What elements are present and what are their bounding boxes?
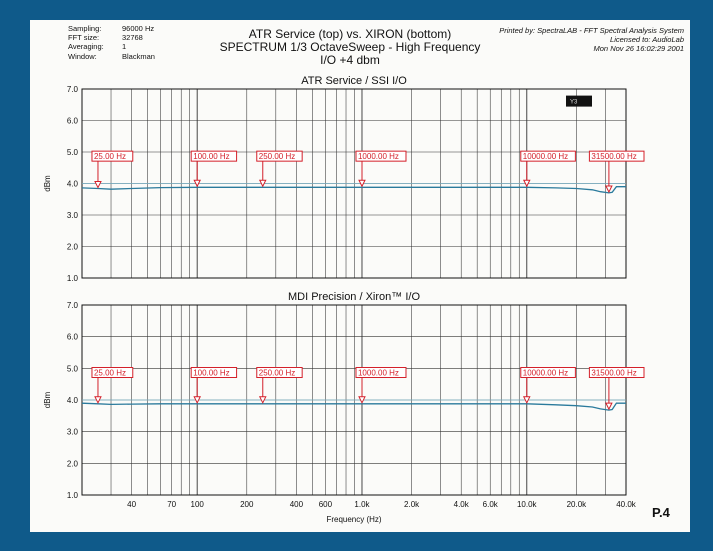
marker-label: 100.00 Hz xyxy=(193,368,230,378)
meta-label-window: Window: xyxy=(68,51,97,61)
y-axis-label: dBm xyxy=(43,391,52,409)
x-tick-label: 200 xyxy=(240,500,254,509)
marker-arrow xyxy=(95,182,101,188)
x-tick-label: 10.0k xyxy=(516,500,537,509)
meta-value-sampling: 96000 Hz xyxy=(122,24,155,33)
y-tick-label: 2.0 xyxy=(66,242,78,252)
print-date: Mon Nov 26 16:02:29 2001 xyxy=(593,44,684,53)
y-axis-label: dBm xyxy=(43,175,52,192)
chart-panel-1 xyxy=(43,75,644,283)
chart-panel-2 xyxy=(43,291,644,524)
title-line-1: ATR Service (top) vs. XIRON (bottom) xyxy=(248,27,452,41)
printed-by: Printed by: SpectraLAB - FFT Spectral Analysis System xyxy=(499,26,684,35)
marker-label: 31500.00 Hz xyxy=(591,368,637,378)
marker-label: 1000.00 Hz xyxy=(357,152,399,162)
marker-label: 250.00 Hz xyxy=(258,368,296,378)
marker-label: 1000.00 Hz xyxy=(357,368,399,378)
x-tick-label: 20.0k xyxy=(566,500,587,509)
meta-label-fft-size: FFT size: xyxy=(68,33,100,43)
marker-label: 250.00 Hz xyxy=(258,152,296,162)
y-tick-label: 4.0 xyxy=(66,179,78,189)
series-line-response xyxy=(82,403,626,410)
y-tick-label: 3.0 xyxy=(66,211,78,220)
title-line-3: I/O +4 dbm xyxy=(320,53,380,67)
y-tick-label: 7.0 xyxy=(66,85,78,94)
x-tick-label: 70 xyxy=(167,500,177,509)
y-tick-label: 6.0 xyxy=(66,332,78,342)
y-tick-label: 2.0 xyxy=(66,459,78,469)
x-tick-label: 6.0k xyxy=(482,500,498,509)
y-tick-label: 6.0 xyxy=(66,116,78,126)
x-tick-label: 1.0k xyxy=(354,500,370,509)
marker-label: 10000.00 Hz xyxy=(522,368,569,378)
meta-value-window: Blackman xyxy=(122,51,155,61)
x-tick-label: 40.0k xyxy=(616,500,636,509)
meta-value-fft-size: 32768 xyxy=(122,33,143,43)
marker-label: 31500.00 Hz xyxy=(591,152,637,162)
meta-label-sampling: Sampling: xyxy=(68,24,102,33)
x-tick-label: 600 xyxy=(318,500,333,509)
title-line-2: SPECTRUM 1/3 OctaveSweep - High Frequency xyxy=(219,40,481,54)
x-tick-label: 100 xyxy=(190,500,204,509)
y-tick-label: 5.0 xyxy=(66,148,78,157)
y-tick-label: 7.0 xyxy=(66,301,78,310)
licensed-to: Licensed to: AudioLab xyxy=(610,35,684,44)
chart-title: ATR Service / SSI I/O xyxy=(301,75,407,87)
chart-title: MDI Precision / Xiron™ I/O xyxy=(287,291,421,303)
y-tick-label: 3.0 xyxy=(66,427,78,437)
x-tick-label: 4.0k xyxy=(453,500,469,509)
y-tick-label: 1.0 xyxy=(66,274,78,283)
x-tick-label: 40 xyxy=(127,500,137,509)
marker-label: 25.00 Hz xyxy=(93,368,127,378)
spectrum-charts xyxy=(30,20,690,532)
marker-label: 25.00 Hz xyxy=(93,152,127,162)
legend-marker-label: Y3 xyxy=(570,99,578,106)
x-tick-label: 400 xyxy=(289,500,304,509)
x-axis-label: Frequency (Hz) xyxy=(326,515,382,524)
y-tick-label: 4.0 xyxy=(66,396,78,405)
report-page xyxy=(30,20,690,532)
marker-arrow xyxy=(606,186,612,192)
marker-label: 10000.00 Hz xyxy=(522,152,569,162)
marker-label: 100.00 Hz xyxy=(193,152,230,162)
series-line-response xyxy=(82,187,626,193)
meta-value-averaging: 1 xyxy=(122,42,127,52)
page-number: P.4 xyxy=(652,505,670,520)
y-tick-label: 5.0 xyxy=(66,364,78,374)
y-tick-label: 1.0 xyxy=(66,491,78,500)
x-tick-label: 2.0k xyxy=(404,500,420,509)
meta-label-averaging: Averaging: xyxy=(68,42,104,52)
marker-arrow xyxy=(606,403,612,409)
